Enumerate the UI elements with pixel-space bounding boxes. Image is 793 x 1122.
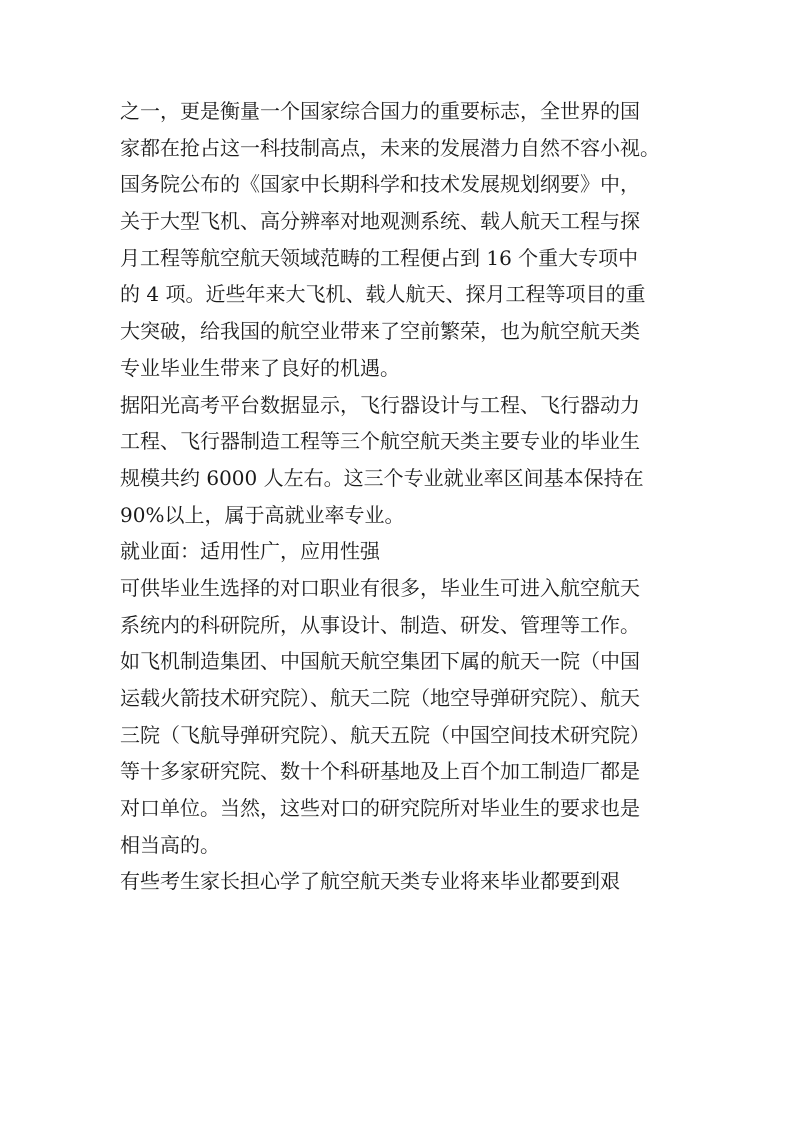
section-heading-employment: 就业面：适用性广，应用性强 [120,539,380,564]
article-body [120,93,700,900]
text-line-19: 等十多家研究院、数十个科研基地及上百个加工制造厂都是 [120,759,640,784]
text-line-15: 系统内的科研院所，从事设计、制造、研发、管理等工作。 [120,612,640,637]
text-line-8: 专业毕业生带来了良好的机遇。 [120,355,400,380]
text-line-10: 工程、飞行器制造工程等三个航空航天类主要专业的毕业生 [120,429,640,454]
text-line-9: 据阳光高考平台数据显示，飞行器设计与工程、飞行器动力 [120,392,640,417]
text-line-16: 如飞机制造集团、中国航天航空集团下属的航天一院（中国 [120,649,640,674]
text-line-1: 之一，更是衡量一个国家综合国力的重要标志，全世界的国 [120,99,640,123]
text-line-20: 对口单位。当然，这些对口的研究院所对毕业生的要求也是 [120,796,640,821]
text-line-14: 可供毕业生选择的对口职业有很多，毕业生可进入航空航天 [120,575,640,600]
text-line-12: 90%以上，属于高就业率专业。 [120,502,405,527]
text-line-17: 运载火箭技术研究院）、航天二院（地空导弹研究院）、航天 [120,686,640,710]
text-line-18: 三院（飞航导弹研究院）、航天五院（中国空间技术研究院） [120,722,650,747]
text-line-3: 国务院公布的《国家中长期科学和技术发展规划纲要》中， [120,172,640,197]
text-line-7: 大突破，给我国的航空业带来了空前繁荣，也为航空航天类 [120,319,640,344]
text-line-2: 家都在抢占这一科技制高点，未来的发展潜力自然不容小视。 [120,135,660,160]
text-line-4: 关于大型飞机、高分辨率对地观测系统、载人航天工程与探 [120,209,640,234]
text-line-11: 规模共约 6000 人左右。这三个专业就业率区间基本保持在 [120,465,644,490]
text-line-5: 月工程等航空航天领域范畴的工程便占到 16 个重大专项中 [120,245,639,270]
text-line-6: 的 4 项。近些年来大飞机、载人航天、探月工程等项目的重 [120,282,646,307]
text-line-22: 有些考生家长担心学了航空航天类专业将来毕业都要到艰 [120,869,620,894]
text-line-21: 相当高的。 [120,832,220,857]
